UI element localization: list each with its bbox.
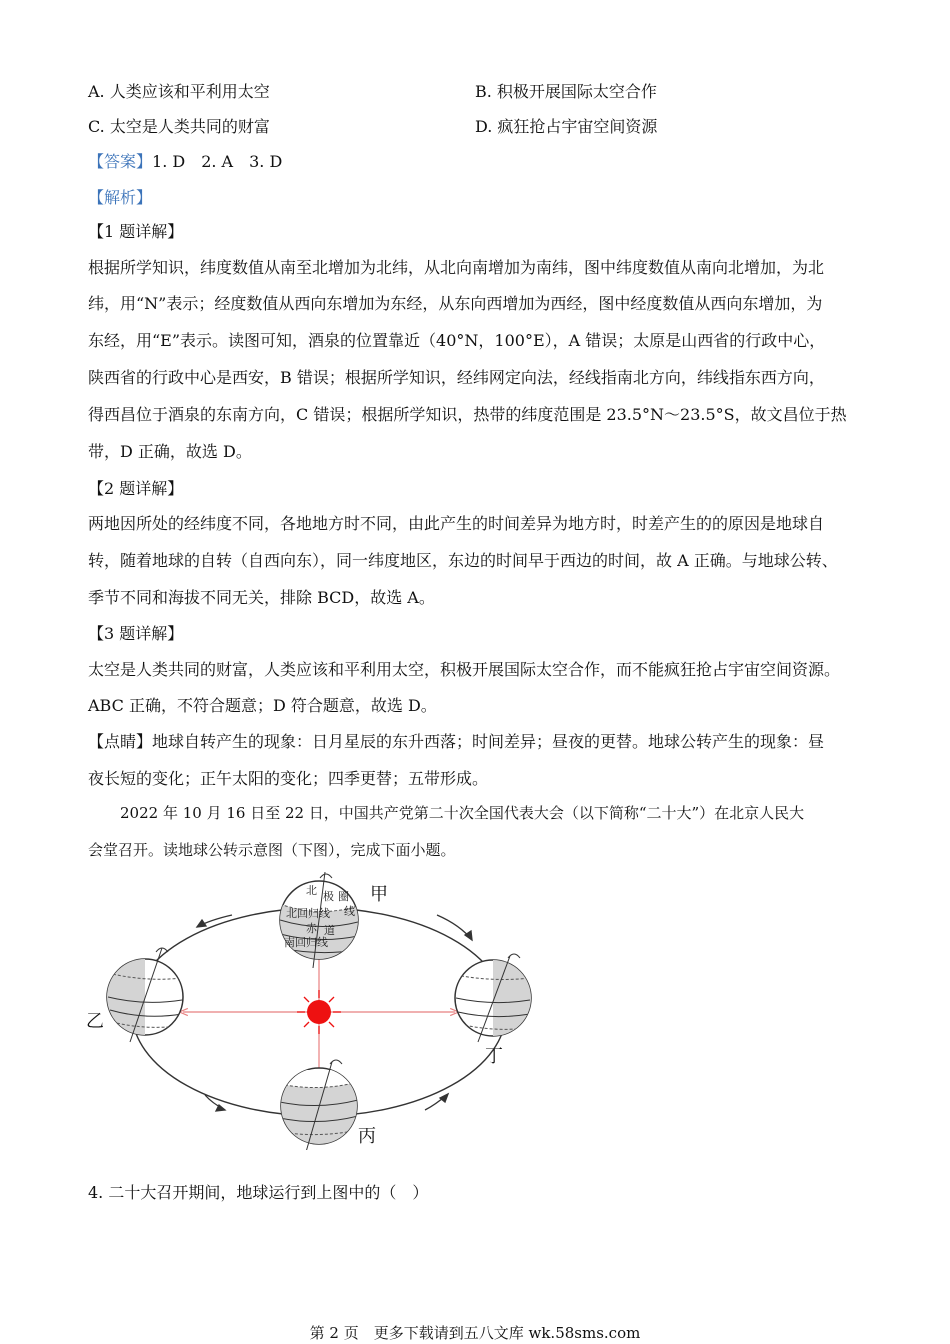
position-label-jia: 甲: [370, 884, 388, 905]
globe-label-tropic-s: 南回归线: [284, 936, 328, 949]
globe-label-arctic-bei: 北: [306, 884, 317, 897]
page-footer: 第 2 页 更多下载请到五八文库 wk.58sms.com: [309, 1324, 641, 1342]
q1-line: 得西昌位于酒泉的东南方向，C 错误；根据所学知识，热带的纬度范围是 23.5°N～23.5°S，故文昌位于热: [88, 405, 847, 424]
answer-label: 【答案】: [88, 152, 153, 171]
option-c: C. 太空是人类共同的财富: [88, 117, 270, 136]
option-d: D. 疯狂抢占宇宙空间资源: [475, 117, 658, 136]
globe-jia: [280, 872, 358, 968]
q2-line: 转，随着地球的自转（自西向东），同一纬度地区，东边的时间早于西边的时间，故 A 正确。与地球公转、: [88, 551, 838, 570]
globe-label-arctic-xian: 线: [344, 905, 355, 918]
answer-text: 1. D 2. A 3. D: [152, 152, 283, 171]
globe-label-tropic-n: 北回归线: [286, 907, 330, 920]
q2-heading: 【2 题详解】: [88, 479, 184, 498]
q3-line: ABC 正确，不符合题意；D 符合题意，故选 D。: [88, 696, 437, 715]
position-label-bing: 丙: [358, 1126, 376, 1147]
analysis-label: 【解析】: [88, 188, 153, 207]
tip-line: [88, 732, 824, 752]
intro-line-1: 2022 年 10 月 16 日至 22 日，中国共产党第二十次全国代表大会（以下简称“二十大”）在北京人民大: [120, 804, 805, 822]
sun: [297, 990, 341, 1034]
globe-yi: [107, 948, 183, 1042]
globe-bing: [280, 1060, 358, 1150]
globe-ding: [455, 954, 531, 1042]
q2-line: 两地因所处的经纬度不同，各地地方时不同，由此产生的时间差异为地方时，时差产生的的原因是地球自: [88, 514, 825, 533]
q1-line: 东经，用“E”表示。读图可知，酒泉的位置靠近（40°N，100°E），A 错误；太原是山西省的行政中心，: [88, 331, 826, 350]
q1-line: 陕西省的行政中心是西安，B 错误；根据所学知识，经纬网定向法，经线指南北方向，纬线指东西方向，: [88, 368, 825, 387]
q1-heading: 【1 题详解】: [88, 222, 184, 241]
globe-label-arctic-quan: 圈: [338, 890, 349, 903]
globe-jia-axis-mark: [320, 874, 332, 878]
option-b: B. 积极开展国际太空合作: [475, 82, 657, 101]
q3-line: 太空是人类共同的财富，人类应该和平利用太空，积极开展国际太空合作，而不能疯狂抢占宇宙空间资源。: [88, 660, 841, 679]
q2-line: 季节不同和海拔不同无关，排除 BCD，故选 A。: [88, 588, 435, 607]
q3-heading: 【3 题详解】: [88, 624, 184, 643]
globe-label-equator-dao: 道: [324, 924, 335, 937]
question-4: 4. 二十大召开期间，地球运行到上图中的（ ）: [88, 1183, 429, 1202]
intro-line-2: 会堂召开。读地球公转示意图（下图），完成下面小题。: [88, 841, 456, 859]
globe-label-arctic-ji: 极: [323, 890, 334, 903]
option-a: A. 人类应该和平利用太空: [88, 82, 270, 101]
answer-line: [88, 152, 282, 172]
q1-line: 根据所学知识，纬度数值从南至北增加为北纬，从北向南增加为南纬，图中纬度数值从南向北增加，为北: [88, 258, 825, 277]
earth-revolution-diagram: [80, 870, 550, 1150]
globe-label-equator-chi: 赤: [306, 922, 317, 935]
q1-line: 纬，用“N”表示；经度数值从西向东增加为东经，从东向西增加为西经，图中经度数值从西向东增加，为: [88, 294, 823, 313]
tip-line-2: 夜长短的变化；正午太阳的变化；四季更替；五带形成。: [88, 769, 489, 788]
q1-line: 带，D 正确，故选 D。: [88, 442, 252, 461]
position-label-ding: 丁: [485, 1046, 503, 1067]
tip-text: 地球自转产生的现象：日月星辰的东升西落；时间差异；昼夜的更替。地球公转产生的现象：昼: [152, 732, 825, 751]
position-label-yi: 乙: [86, 1011, 104, 1032]
tip-label: 【点睛】: [88, 732, 153, 751]
